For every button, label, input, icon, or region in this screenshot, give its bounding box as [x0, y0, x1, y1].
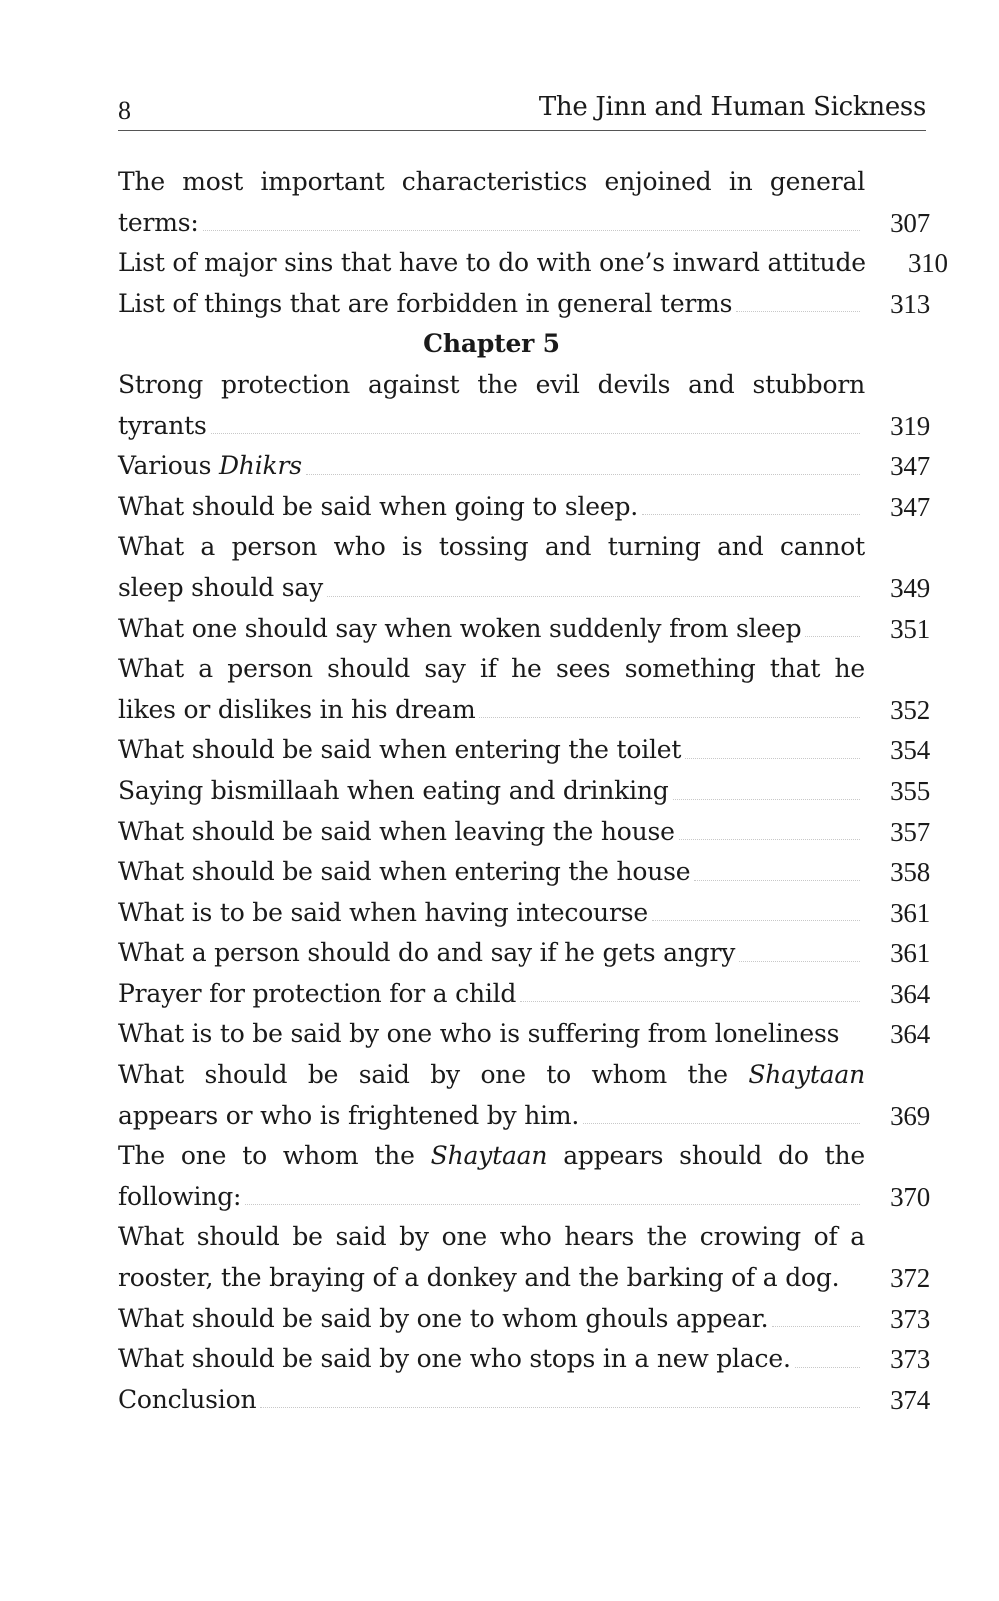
toc-entry[interactable] — [118, 609, 930, 650]
title-text: sleep should say — [118, 572, 324, 602]
toc-entry-title — [118, 370, 865, 399]
toc-entry-line — [118, 1055, 865, 1096]
dot-leader — [211, 406, 860, 435]
title-text: What should be said when going to sleep. — [118, 491, 639, 521]
toc-entry-line — [118, 649, 865, 690]
title-text: tyrants — [118, 410, 207, 440]
toc-entry-line — [118, 1217, 865, 1258]
toc-entry-line — [118, 730, 930, 771]
toc-entry[interactable] — [118, 162, 930, 243]
title-text: likes or dislikes in his dream — [118, 694, 476, 724]
title-text: List of things that are forbidden in general terms — [118, 288, 733, 318]
title-text: What should be said when leaving the house — [118, 816, 675, 846]
toc-entry-title — [118, 203, 199, 244]
running-header — [118, 88, 926, 131]
table-of-contents — [118, 162, 948, 1420]
toc-entry-title — [118, 893, 648, 934]
dot-leader — [739, 933, 860, 962]
toc-entry-title — [118, 654, 865, 683]
toc-page-number: 361 — [890, 897, 930, 928]
chapter-heading: Chapter 5 — [423, 329, 560, 359]
toc-entry-line — [118, 690, 930, 731]
toc-page-number: 349 — [890, 572, 930, 603]
toc-entry-title — [118, 284, 732, 325]
toc-page-number: 319 — [890, 410, 930, 441]
toc-page-number: 364 — [890, 978, 930, 1009]
toc-entry-title — [118, 446, 302, 487]
toc-entry-title — [118, 812, 675, 853]
toc-entry-line — [118, 812, 930, 853]
toc-page-number: 370 — [890, 1181, 930, 1212]
dot-leader — [673, 771, 860, 800]
toc-entry[interactable] — [118, 730, 930, 771]
toc-entry-title — [118, 167, 865, 196]
toc-entry-title — [118, 852, 690, 893]
title-text: List of major sins that have to do with one’s inward attitude — [118, 248, 866, 278]
toc-entry-line — [118, 1136, 865, 1177]
toc-entry[interactable] — [118, 243, 948, 284]
toc-entry[interactable] — [118, 1217, 930, 1298]
dot-leader — [260, 1380, 860, 1409]
dot-leader — [679, 812, 860, 841]
toc-entry-line — [118, 1096, 930, 1137]
toc-entry-title — [118, 974, 516, 1015]
toc-page-number: 313 — [890, 288, 930, 319]
toc-page-number: 347 — [890, 491, 930, 522]
toc-page-number: 373 — [890, 1344, 930, 1375]
title-text: Saying bismillaah when eating and drinking — [118, 775, 669, 805]
dot-leader — [843, 1258, 860, 1287]
toc-entry[interactable] — [118, 974, 930, 1015]
toc-entry[interactable] — [118, 771, 930, 812]
toc-entry[interactable] — [118, 1339, 930, 1380]
toc-entry-line — [118, 203, 930, 244]
page-number: 8 — [118, 96, 131, 125]
toc-entry[interactable] — [118, 893, 930, 934]
toc-page-number: 354 — [890, 735, 930, 766]
toc-entry-title — [118, 933, 735, 974]
toc-entry-line — [118, 527, 865, 568]
toc-page-number: 352 — [890, 694, 930, 725]
running-title: The Jinn and Human Sickness — [538, 92, 926, 122]
toc-entry-line — [118, 243, 948, 284]
dot-leader — [736, 284, 860, 313]
toc-entry-title — [118, 406, 207, 447]
title-text: What a person should do and say if he gets angry — [118, 938, 736, 968]
title-text: What a person should say if he sees something that he — [118, 654, 865, 684]
dot-leader — [203, 203, 860, 232]
title-text: What is to be said when having intecourse — [118, 897, 648, 927]
italic-term: Shaytaan — [748, 1060, 865, 1090]
title-text: appears or who is frightened by him. — [118, 1100, 580, 1130]
title-text: What should be said when entering the house — [118, 857, 691, 887]
dot-leader — [642, 487, 860, 516]
toc-entry[interactable] — [118, 1014, 930, 1055]
toc-entry-line — [118, 446, 930, 487]
title-text: What should be said by one to whom ghouls appear. — [118, 1303, 769, 1333]
toc-page-number: 307 — [890, 207, 930, 238]
toc-entry-line — [118, 852, 930, 893]
toc-entry-title — [118, 1222, 865, 1251]
toc-entry-line — [118, 1177, 930, 1218]
toc-entry[interactable] — [118, 812, 930, 853]
toc-entry[interactable] — [118, 1380, 930, 1421]
toc-entry-title — [118, 690, 475, 731]
title-text: What is to be said by one who is suffering from loneliness — [118, 1019, 840, 1049]
dot-leader — [583, 1096, 860, 1125]
toc-page-number: 369 — [890, 1100, 930, 1131]
dot-leader — [795, 1339, 860, 1368]
toc-entry-title — [118, 1258, 839, 1299]
toc-entry-title — [118, 532, 865, 561]
toc-entry-line — [118, 406, 930, 447]
title-text: What should be said when entering the toilet — [118, 735, 682, 765]
toc-entry-line — [118, 933, 930, 974]
title-text: What one should say when woken suddenly from sleep — [118, 613, 802, 643]
toc-entry-line — [118, 162, 865, 203]
toc-entry[interactable] — [118, 446, 930, 487]
title-text: The one to whom the — [118, 1141, 431, 1171]
toc-entry-line — [118, 487, 930, 528]
toc-entry-title — [118, 568, 323, 609]
title-text: following: — [118, 1181, 242, 1211]
toc-entry[interactable] — [118, 284, 930, 325]
toc-entry-title — [118, 609, 801, 650]
toc-page-number: 374 — [890, 1384, 930, 1415]
toc-entry-title — [118, 243, 866, 284]
dot-leader — [479, 690, 860, 719]
dot-leader — [327, 568, 860, 597]
toc-entry-title — [118, 1060, 865, 1089]
title-text: Strong protection against the evil devils and stubborn — [118, 369, 865, 399]
toc-entry-line — [118, 893, 930, 934]
toc-entry-title — [118, 487, 638, 528]
title-text: What should be said by one to whom the — [118, 1060, 749, 1090]
title-text: What should be said by one who stops in a new place. — [118, 1344, 791, 1374]
toc-entry-title — [118, 1299, 768, 1340]
toc-page-number: 373 — [890, 1303, 930, 1334]
dot-leader — [245, 1177, 860, 1206]
dot-leader — [685, 730, 860, 759]
toc-entry-line — [118, 771, 930, 812]
toc-entry-title — [118, 1014, 839, 1055]
toc-entry[interactable] — [118, 852, 930, 893]
toc-entry-line — [118, 1380, 930, 1421]
toc-entry-title — [118, 1141, 865, 1170]
toc-entry[interactable] — [118, 527, 930, 608]
toc-entry-line — [118, 568, 930, 609]
toc-entry[interactable] — [118, 487, 930, 528]
toc-entry-line — [118, 365, 865, 406]
dot-leader — [870, 243, 878, 272]
dot-leader — [694, 852, 860, 881]
toc-page-number: 372 — [890, 1263, 930, 1294]
toc-entry-line — [118, 974, 930, 1015]
title-text: What should be said by one who hears the crowing of a — [118, 1222, 865, 1252]
toc-entry-line — [118, 1339, 930, 1380]
toc-entry-line — [118, 609, 930, 650]
title-text: The most important characteristics enjoined in general — [118, 167, 865, 196]
title-text: terms: — [118, 207, 199, 237]
toc-entry-line — [118, 1258, 930, 1299]
title-text: What a person who is tossing and turning and cannot — [118, 532, 865, 562]
toc-entry[interactable] — [118, 649, 930, 730]
title-text: appears should do the — [547, 1141, 865, 1171]
toc-entry-title — [118, 1339, 791, 1380]
title-text: Various — [118, 451, 219, 481]
toc-page-number: 357 — [890, 816, 930, 847]
dot-leader — [652, 893, 860, 922]
toc-entry[interactable] — [118, 1299, 930, 1340]
toc-entry-title — [118, 730, 681, 771]
title-text: rooster, the braying of a donkey and the barking of a dog. — [118, 1263, 840, 1293]
toc-page-number: 358 — [890, 857, 930, 888]
title-text: Prayer for protection for a child — [118, 978, 517, 1008]
dot-leader — [306, 446, 860, 475]
toc-entry[interactable] — [118, 365, 930, 446]
dot-leader — [772, 1299, 860, 1328]
toc-entry-title — [118, 1177, 241, 1218]
toc-entry[interactable] — [118, 1136, 930, 1217]
italic-term: Dhikrs — [218, 451, 302, 481]
toc-entry-line — [118, 284, 930, 325]
toc-page-number: 347 — [890, 451, 930, 482]
dot-leader — [520, 974, 860, 1003]
toc-page-number: 351 — [890, 613, 930, 644]
dot-leader — [843, 1014, 860, 1043]
toc-entry-line — [118, 1299, 930, 1340]
title-text: Conclusion — [118, 1384, 257, 1414]
toc-entry-title — [118, 1096, 579, 1137]
toc-entry-title — [118, 1380, 256, 1421]
toc-entry-line — [118, 1014, 930, 1055]
dot-leader — [805, 609, 860, 638]
toc-page-number: 310 — [907, 248, 948, 279]
toc-entry-title — [118, 771, 669, 812]
italic-term: Shaytaan — [430, 1141, 548, 1171]
toc-page-number: 361 — [890, 938, 930, 969]
toc-entry[interactable] — [118, 1055, 930, 1136]
toc-page-number: 355 — [890, 775, 930, 806]
toc-page-number: 364 — [890, 1019, 930, 1050]
toc-entry[interactable] — [118, 933, 930, 974]
